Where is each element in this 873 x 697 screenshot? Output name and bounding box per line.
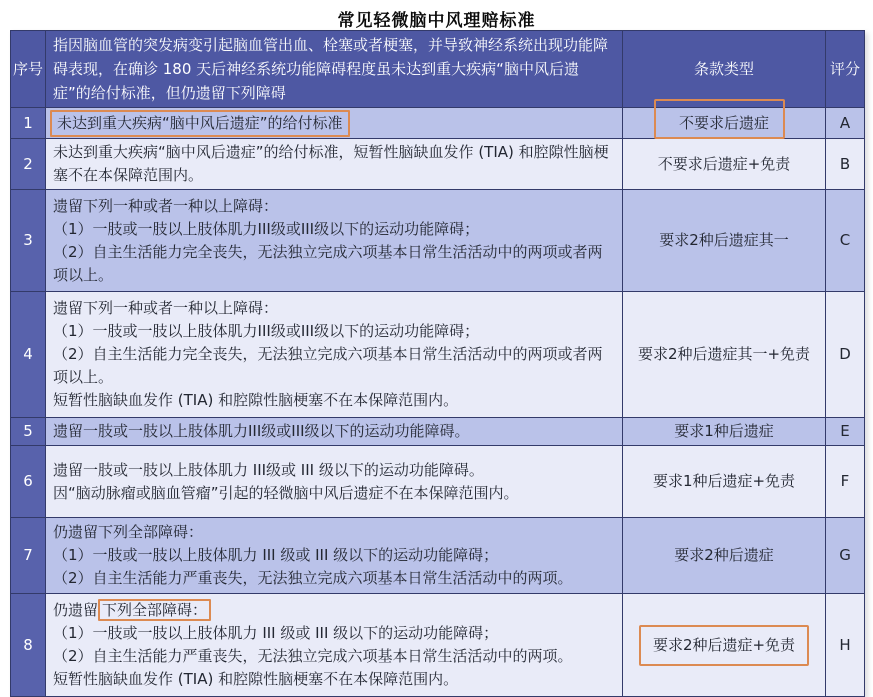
table-row-2 <box>11 139 865 190</box>
highlight-box-row8-desc: 下列全部障碍： <box>98 599 211 621</box>
row-clause-type <box>623 594 826 697</box>
description-line: 遗留下列一种或者一种以上障碍： <box>53 299 279 317</box>
table-row-4 <box>11 292 865 418</box>
description-line <box>53 599 615 622</box>
description-line: 遗留下列一种或者一种以上障碍： <box>53 196 279 215</box>
row-number: 3 <box>11 190 46 292</box>
header-cell-clause-type: 条款类型 <box>623 31 826 108</box>
row-clause-type: 要求2种后遗症其一+免责 <box>623 292 826 418</box>
row-score: H <box>826 594 865 697</box>
highlight-box-row1-desc: 未达到重大疾病“脑中风后遗症”的给付标准 <box>50 110 350 137</box>
row-clause-type: 不要求后遗症+免责 <box>623 139 826 190</box>
row-score: A <box>826 108 865 139</box>
row-number: 1 <box>11 108 46 139</box>
row-clause-type: 要求2种后遗症 <box>623 518 826 594</box>
row-number: 2 <box>11 139 46 190</box>
table-row-1 <box>11 108 865 139</box>
description-line: 短暂性脑缺血发作 (TIA) 和腔隙性脑梗塞不在本保障范围内。 <box>53 391 459 409</box>
description-line: 因“脑动脉瘤或脑血管瘤”引起的轻微脑中风后遗症不在本保障范围内。 <box>53 483 519 502</box>
description-line: （1）一肢或一肢以上肢体肌力III级或III级以下的运动功能障碍； <box>53 219 480 238</box>
row-clause-type: 要求1种后遗症 <box>623 418 826 446</box>
description-line: （2）自主生活能力完全丧失，无法独立完成六项基本日常生活活动中的两项或者两项以上。 <box>53 242 603 284</box>
row-score: C <box>826 190 865 292</box>
row-description <box>46 139 623 190</box>
description-text: 仍遗留 <box>53 601 99 619</box>
row-score: B <box>826 139 865 190</box>
row-clause-type: 要求2种后遗症其一 <box>623 190 826 292</box>
row-clause-type <box>623 108 826 139</box>
description-line: （2）自主生活能力完全丧失，无法独立完成六项基本日常生活活动中的两项或者两项以上。 <box>53 345 603 386</box>
row-description <box>46 446 623 518</box>
table-row-8 <box>11 594 865 697</box>
table-row-3 <box>11 190 865 292</box>
row-description <box>46 418 623 446</box>
table-row-7 <box>11 518 865 594</box>
highlight-box-row8-type: 要求2种后遗症+免责 <box>639 625 809 666</box>
description-line: （1）一肢或一肢以上肢体肌力III级或III级以下的运动功能障碍； <box>53 322 480 340</box>
description-line: 遗留一肢或一肢以上肢体肌力 III级或 III 级以下的运动功能障碍。 <box>53 460 484 479</box>
row-description <box>46 190 623 292</box>
table-header-row <box>11 31 865 108</box>
description-line: 未达到重大疾病“脑中风后遗症”的给付标准，短暂性脑缺血发作 (TIA) 和腔隙性脑梗塞不在本保障范围内。 <box>53 143 609 184</box>
row-number: 7 <box>11 518 46 594</box>
row-clause-type: 要求1种后遗症+免责 <box>623 446 826 518</box>
description-line: （1）一肢或一肢以上肢体肌力 III 级或 III 级以下的运动功能障碍； <box>53 624 499 642</box>
row-score: G <box>826 518 865 594</box>
row-number: 8 <box>11 594 46 697</box>
description-line: （1）一肢或一肢以上肢体肌力 III 级或 III 级以下的运动功能障碍； <box>53 546 499 564</box>
description-line: （2）自主生活能力严重丧失，无法独立完成六项基本日常生活活动中的两项。 <box>53 569 573 587</box>
header-cell-description: 指因脑血管的突发病变引起脑血管出血、栓塞或者梗塞，并导致神经系统出现功能障碍表现，在确诊 180 天后神经系统功能障碍程度虽未达到重大疾病“脑中风后遗症”的给付标准，但仍遗留下列障碍 <box>46 31 623 108</box>
page-title: 常见轻微脑中风理赔标准 <box>337 11 536 31</box>
row-description <box>46 108 623 139</box>
row-number: 5 <box>11 418 46 446</box>
header-cell-score: 评分 <box>826 31 865 108</box>
clause-type-label: 不要求后遗症 <box>678 113 769 132</box>
row-number: 4 <box>11 292 46 418</box>
table-row-5 <box>11 418 865 446</box>
row-number: 6 <box>11 446 46 518</box>
row-score: F <box>826 446 865 518</box>
row-description <box>46 594 623 697</box>
description-line: 遗留一肢或一肢以上肢体肌力III级或III级以下的运动功能障碍。 <box>53 422 470 440</box>
claims-standards-table <box>10 30 865 697</box>
table-row-6 <box>11 446 865 518</box>
row-score: E <box>826 418 865 446</box>
header-cell-no: 序号 <box>11 31 46 108</box>
row-description <box>46 292 623 418</box>
row-description <box>46 518 623 594</box>
description-line: 仍遗留下列全部障碍： <box>53 523 204 541</box>
row-score: D <box>826 292 865 418</box>
description-line: 短暂性脑缺血发作 (TIA) 和腔隙性脑梗塞不在本保障范围内。 <box>53 670 459 688</box>
description-line: （2）自主生活能力严重丧失，无法独立完成六项基本日常生活活动中的两项。 <box>53 647 573 665</box>
